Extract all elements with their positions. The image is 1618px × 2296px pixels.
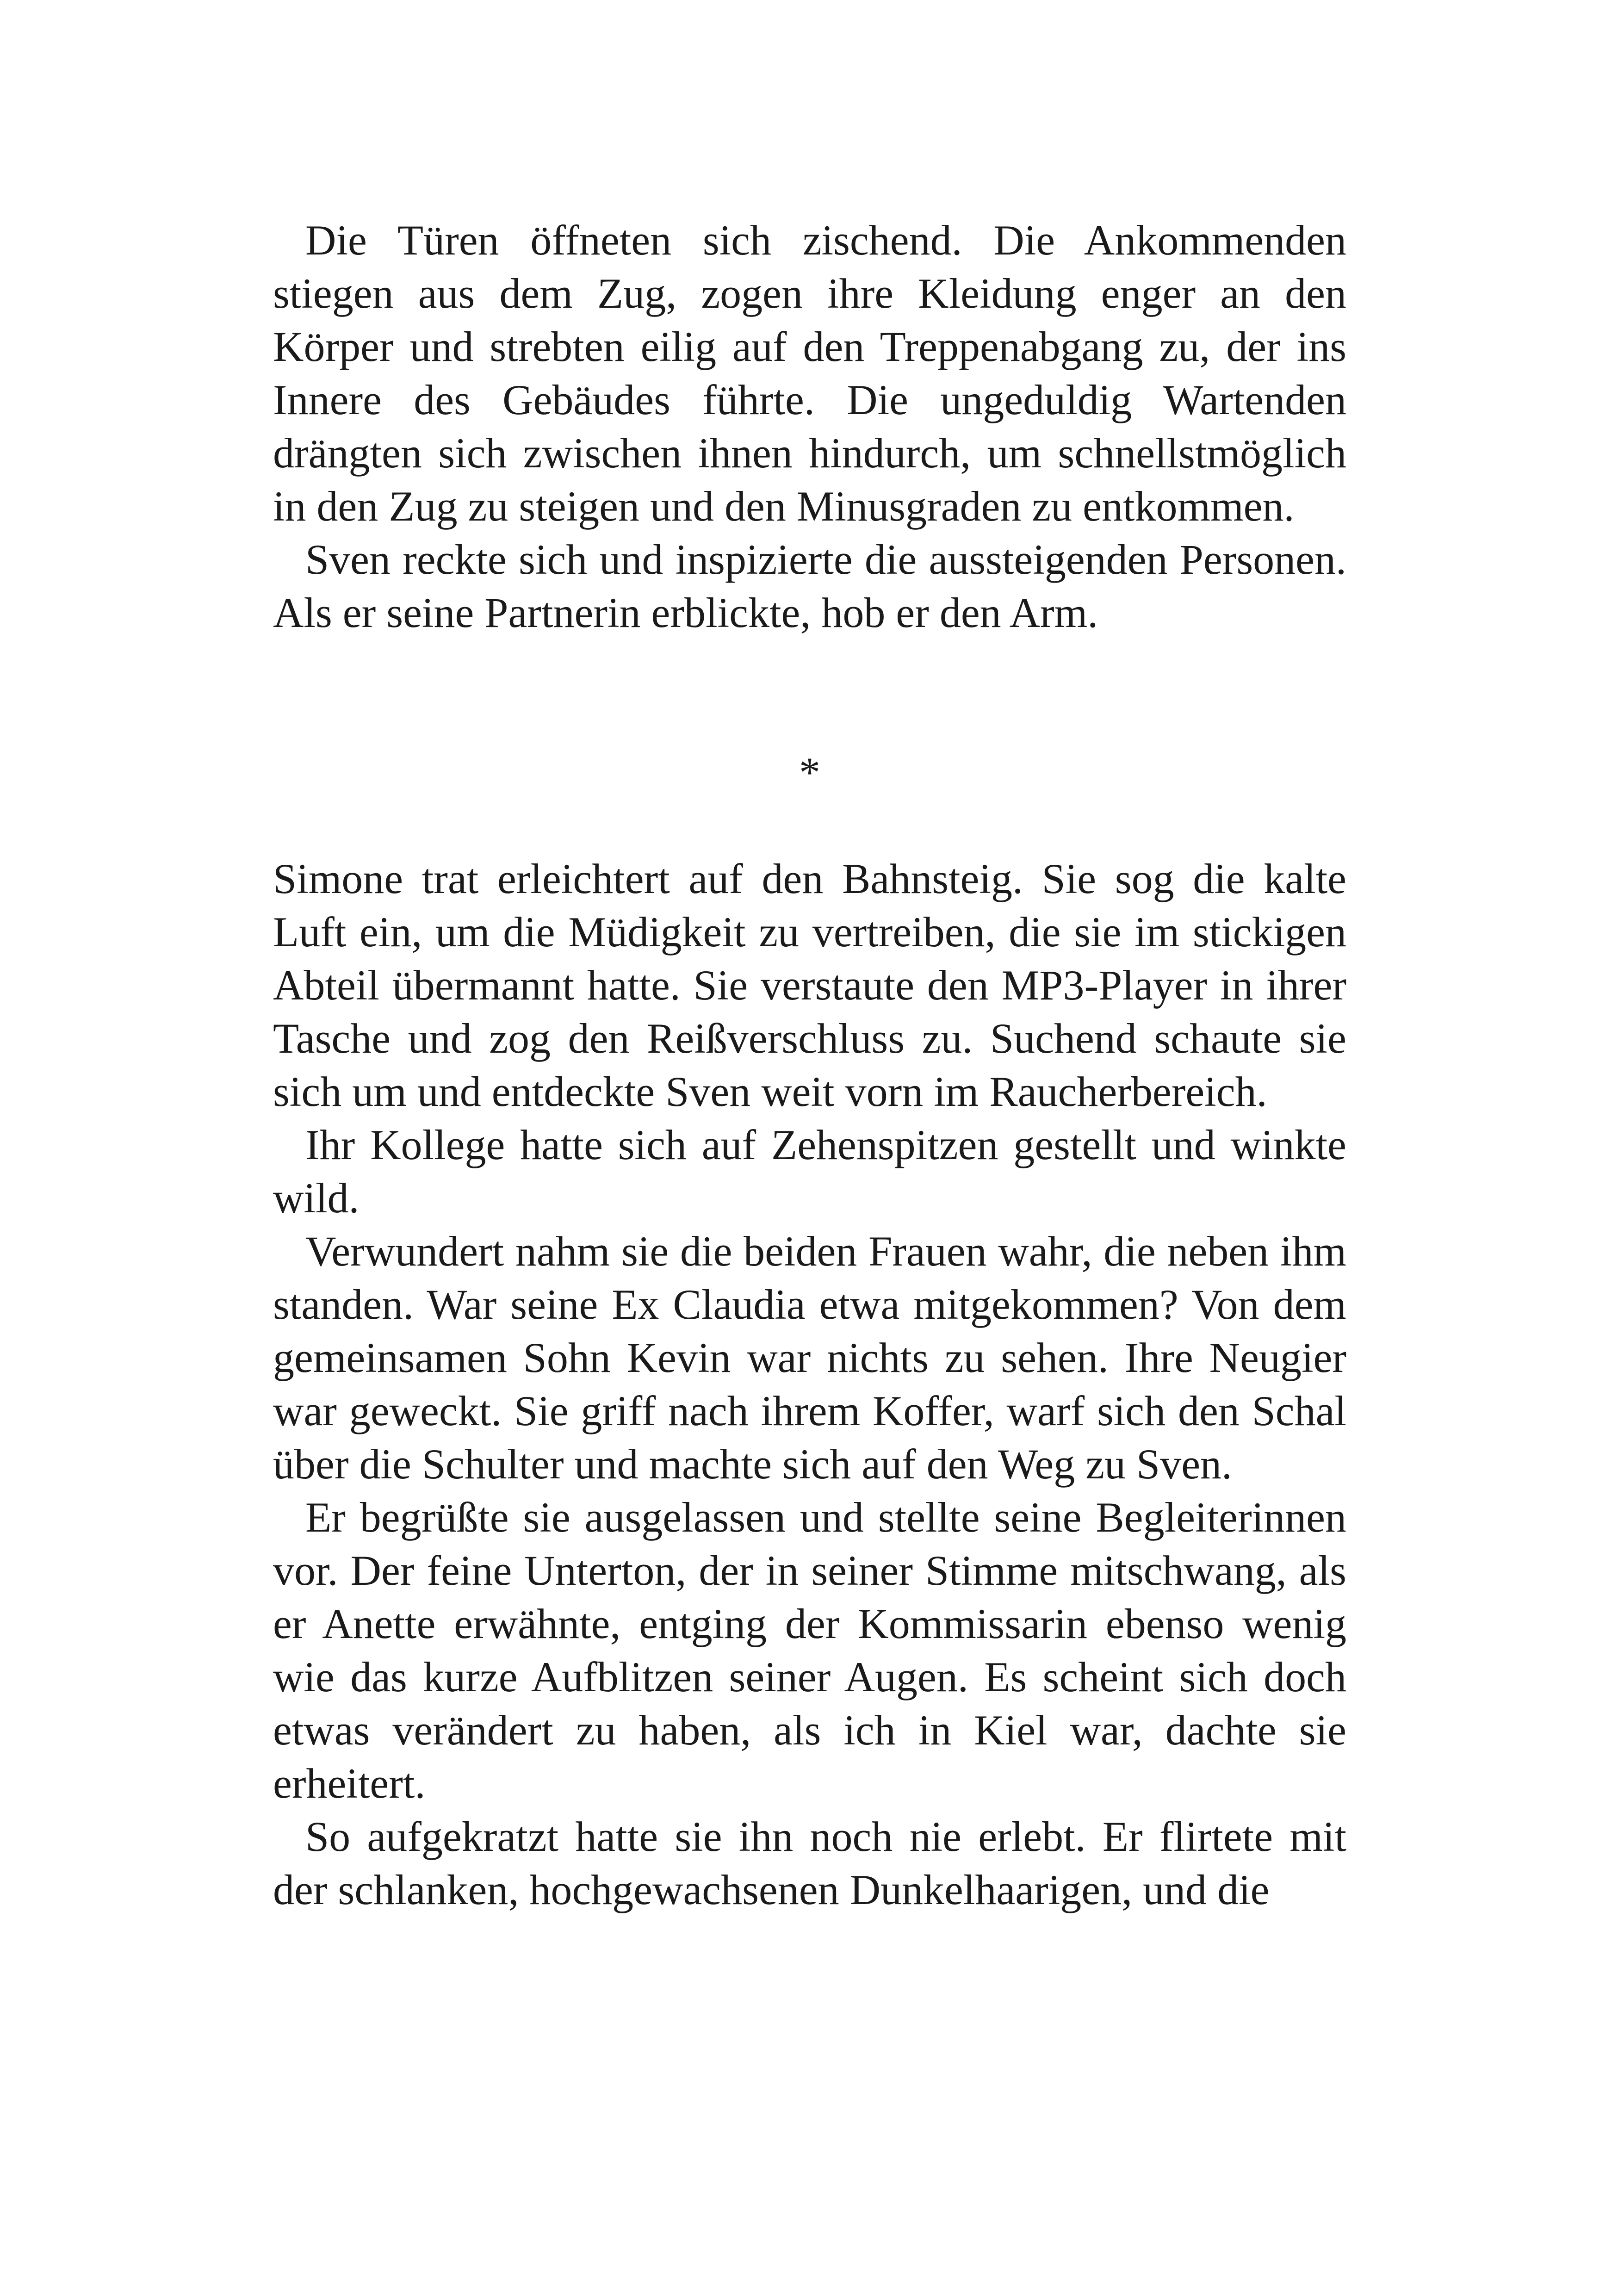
paragraph: Ihr Kollege hatte sich auf Zehenspitzen gestellt und winkte wild. — [273, 1121, 1346, 1222]
paragraph: Die Türen öffneten sich zischend. Die Ankommenden stiegen aus dem Zug, zogen ihre Kleidung enger an den Körper und strebten eilig auf den Treppenabgang zu, der ins Innere des Gebäudes führte. Die ungeduldig Wartenden drängten sich zwischen ihnen hindurch, um schnellstmöglich in den Zug zu steigen und den Minusgraden zu entkommen. — [273, 217, 1346, 530]
paragraph: Er begrüßte sie ausgelassen und stellte seine Begleiterinnen vor. Der feine Unterton, der in seiner Stimme mitschwang, als er Anette erwähnte, entging der Kommissarin ebenso wenig wie das kurze Aufblitzen seiner Augen. Es scheint sich doch etwas verändert zu haben, als ich in Kiel war, dachte sie erheitert. — [273, 1494, 1346, 1807]
paragraph: Verwundert nahm sie die beiden Frauen wahr, die neben ihm standen. War seine Ex Claudia etwa mitgekommen? Von dem gemeinsamen Sohn Kevin war nichts zu sehen. Ihre Neugier war geweckt. Sie griff nach ihrem Koffer, warf sich den Schal über die Schulter und machte sich auf den Weg zu Sven. — [273, 1228, 1346, 1488]
section-separator: * — [799, 749, 820, 796]
paragraph: So aufgekratzt hatte sie ihn noch nie erlebt. Er flirtete mit der schlanken, hochgewachsenen Dunkelhaarigen, und die — [273, 1813, 1346, 1913]
section-2 — [273, 852, 1346, 1917]
paragraph: Simone trat erleichtert auf den Bahnsteig. Sie sog die kalte Luft ein, um die Müdigkeit zu vertreiben, die sie im stickigen Abteil übermannt hatte. Sie verstaute den MP3-Player in ihrer Tasche und zog den Reißverschluss zu. Suchend schaute sie sich um und entdeckte Sven weit vorn im Raucherbereich. — [273, 855, 1346, 1115]
paragraph: Sven reckte sich und inspizierte die aussteigenden Personen. Als er seine Partnerin erblickte, hob er den Arm. — [273, 536, 1346, 636]
section-1 — [273, 214, 1346, 639]
